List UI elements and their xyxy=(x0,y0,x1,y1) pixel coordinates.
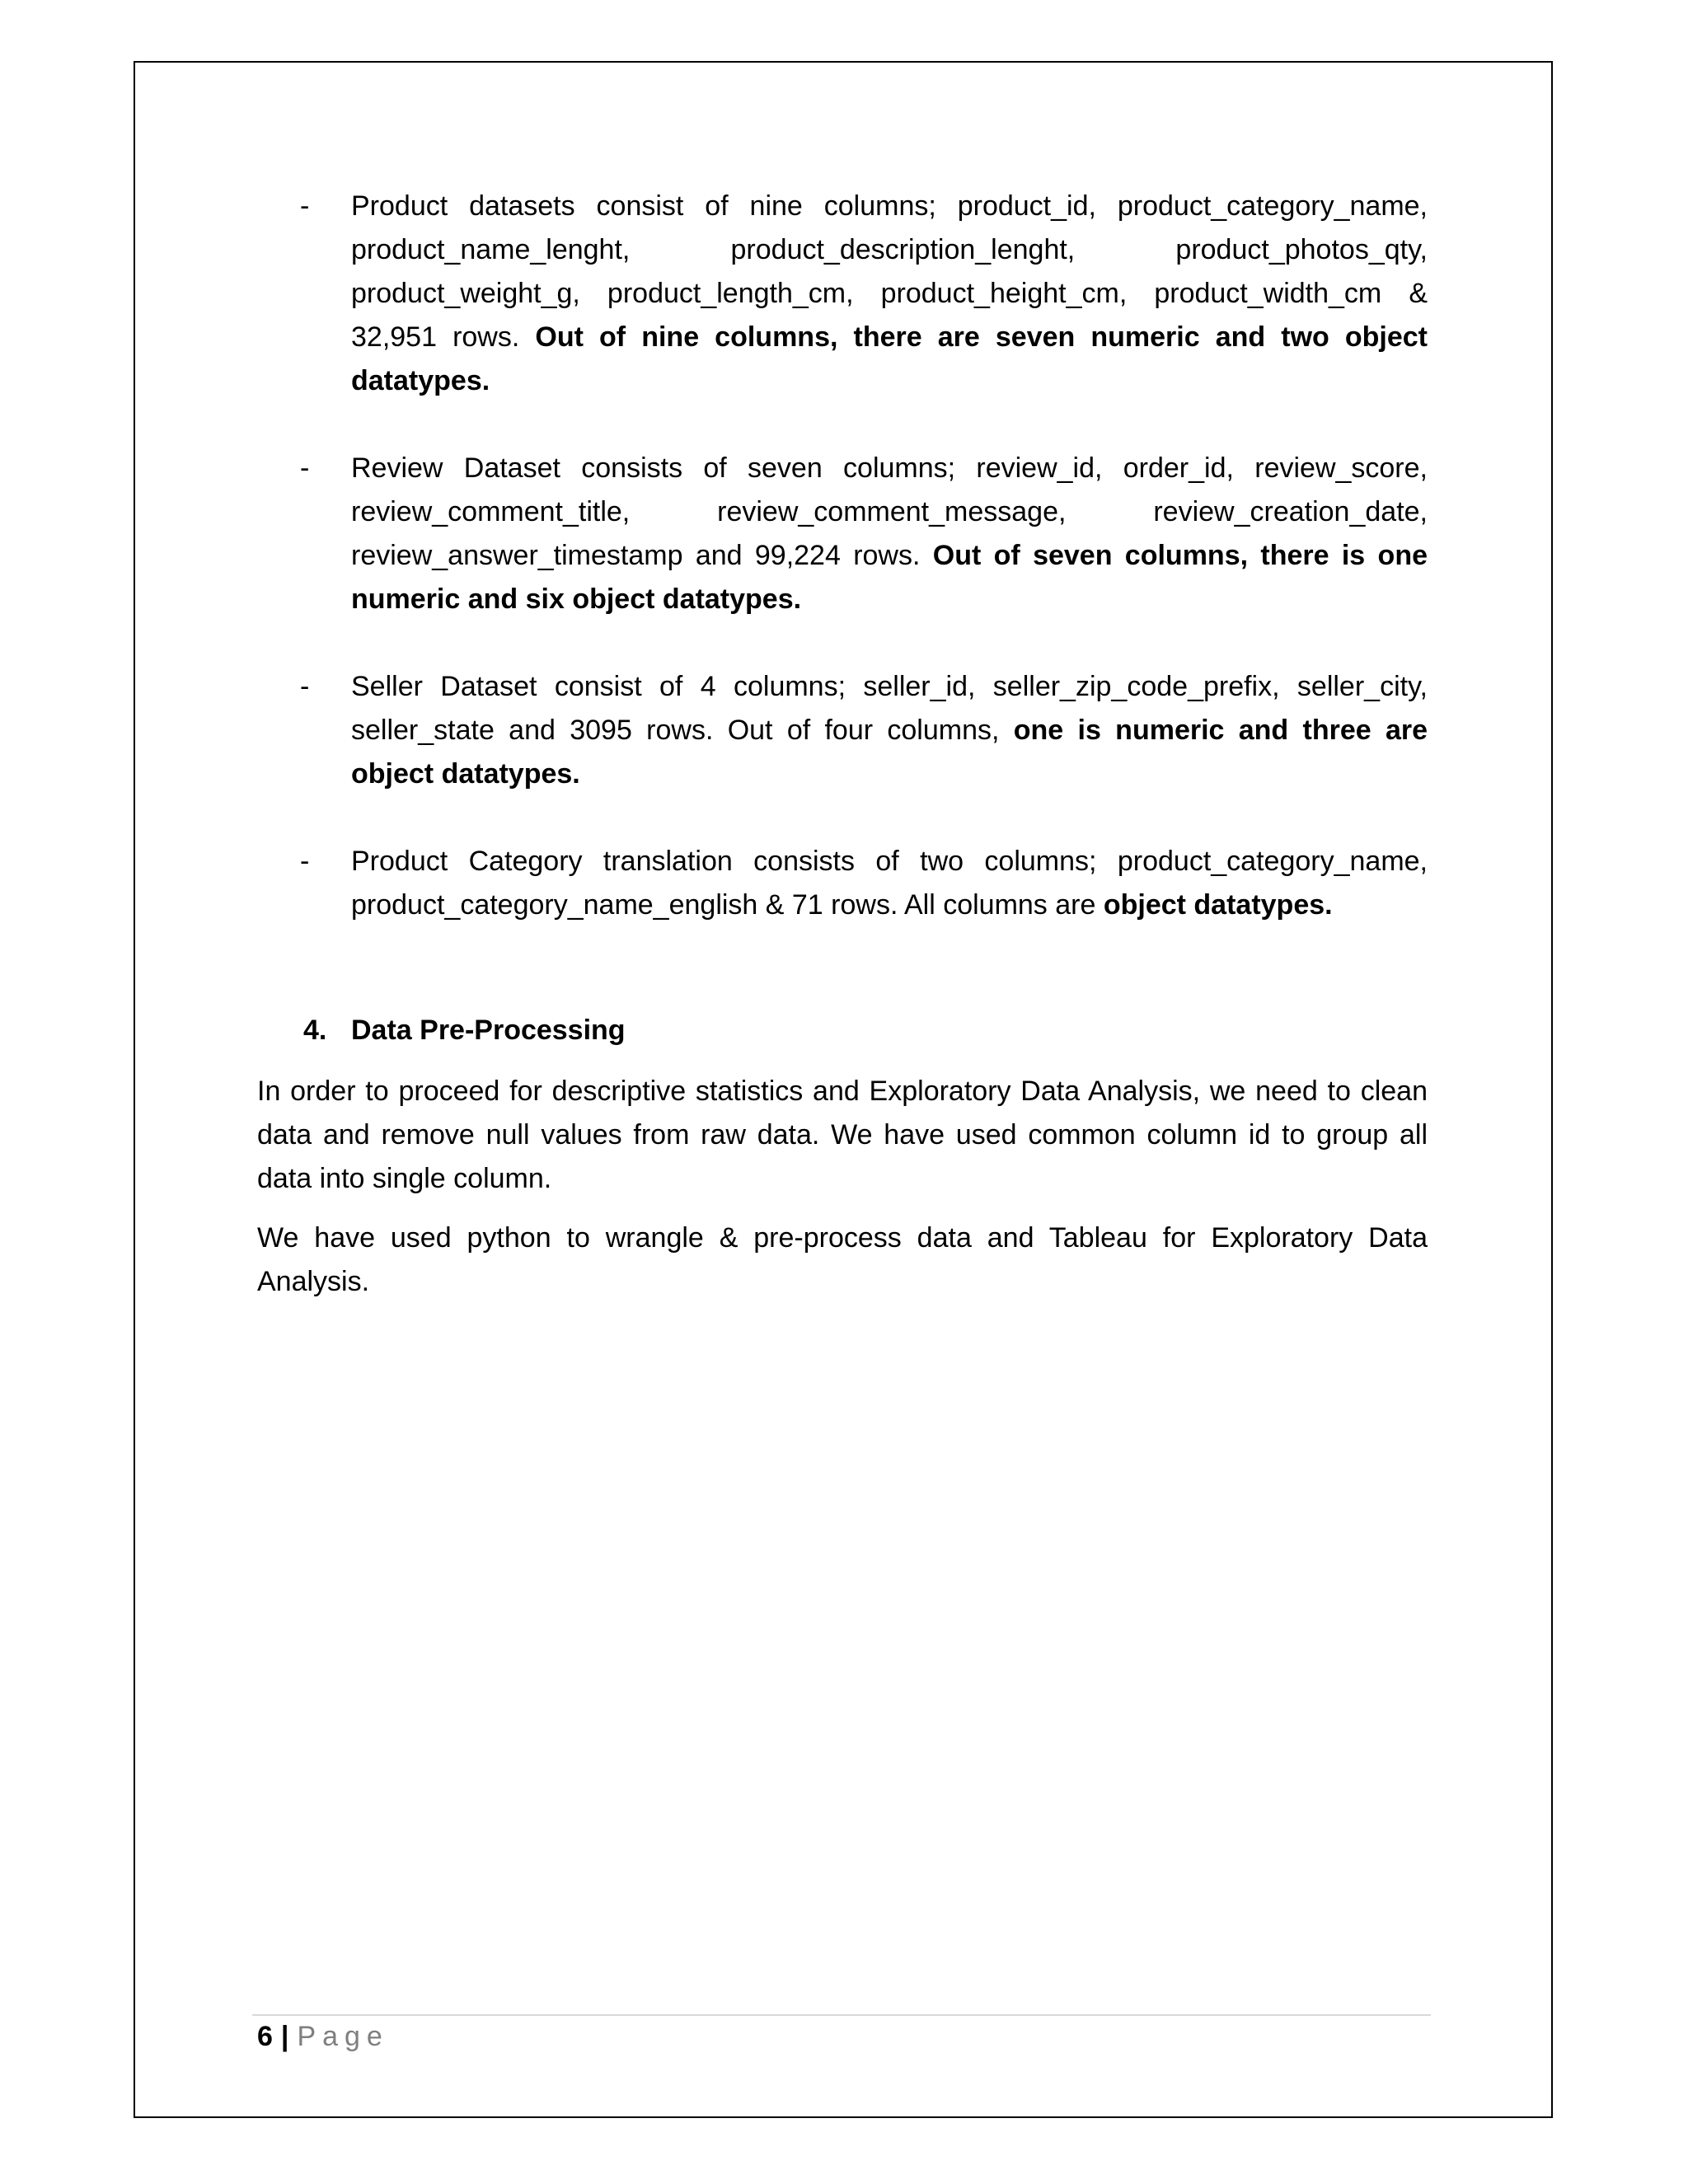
list-item-bold-text: Out of seven columns, there is one numeric and six object datatypes. xyxy=(351,540,1428,615)
list-item-review-dataset xyxy=(300,447,1428,621)
list-item-category-translation xyxy=(300,840,1428,927)
page-label: Page xyxy=(297,2021,389,2052)
footer-separator: | xyxy=(280,2021,289,2052)
list-item-bold-text: Out of nine columns, there are seven numeric and two object datatypes. xyxy=(351,321,1428,396)
bullet-dash: - xyxy=(300,452,310,484)
list-item-text: Review Dataset consists of seven columns; review_id, order_id, review_score, review_comment_title, review_comment_message, review_creation_date, review_answer_timestamp and 99,224 rows. xyxy=(351,452,1428,571)
section-title: Data Pre-Processing xyxy=(351,1015,626,1046)
page-number: 6 xyxy=(257,2021,273,2052)
list-item-bold-text: one is numeric and three are object datatypes. xyxy=(351,715,1428,790)
list-item-bold-text: object datatypes. xyxy=(1103,889,1333,921)
list-item-seller-dataset xyxy=(300,665,1428,796)
list-item-product-dataset xyxy=(300,185,1428,403)
section-number: 4. xyxy=(303,1015,327,1046)
list-item-text: Product Category translation consists of two columns; product_category_name, product_category_name_english & 71 rows. All columns are xyxy=(351,846,1428,921)
bullet-dash: - xyxy=(300,190,310,222)
list-item-text: Product datasets consist of nine columns; product_id, product_category_name, product_name_lenght, product_description_lenght, product_photos_qty, product_weight_g, product_length_cm, product_height_cm, product_width_cm & 32,951 rows. xyxy=(351,190,1428,353)
dataset-description-list xyxy=(300,185,1428,971)
section-heading xyxy=(303,1009,626,1052)
bullet-dash: - xyxy=(300,846,310,877)
list-item-text: Seller Dataset consist of 4 columns; seller_id, seller_zip_code_prefix, seller_city, seller_state and 3095 rows. Out of four columns, xyxy=(351,671,1428,746)
page-footer xyxy=(257,2018,389,2055)
footer-divider xyxy=(252,2014,1431,2016)
paragraph-preprocessing: In order to proceed for descriptive statistics and Exploratory Data Analysis, we need to clean data and remove null values from raw data. We have used common column id to group all data into single column. xyxy=(257,1076,1428,1194)
bullet-dash: - xyxy=(300,671,310,702)
paragraph-tools: We have used python to wrangle & pre-process data and Tableau for Exploratory Data Analysis. xyxy=(257,1222,1428,1297)
